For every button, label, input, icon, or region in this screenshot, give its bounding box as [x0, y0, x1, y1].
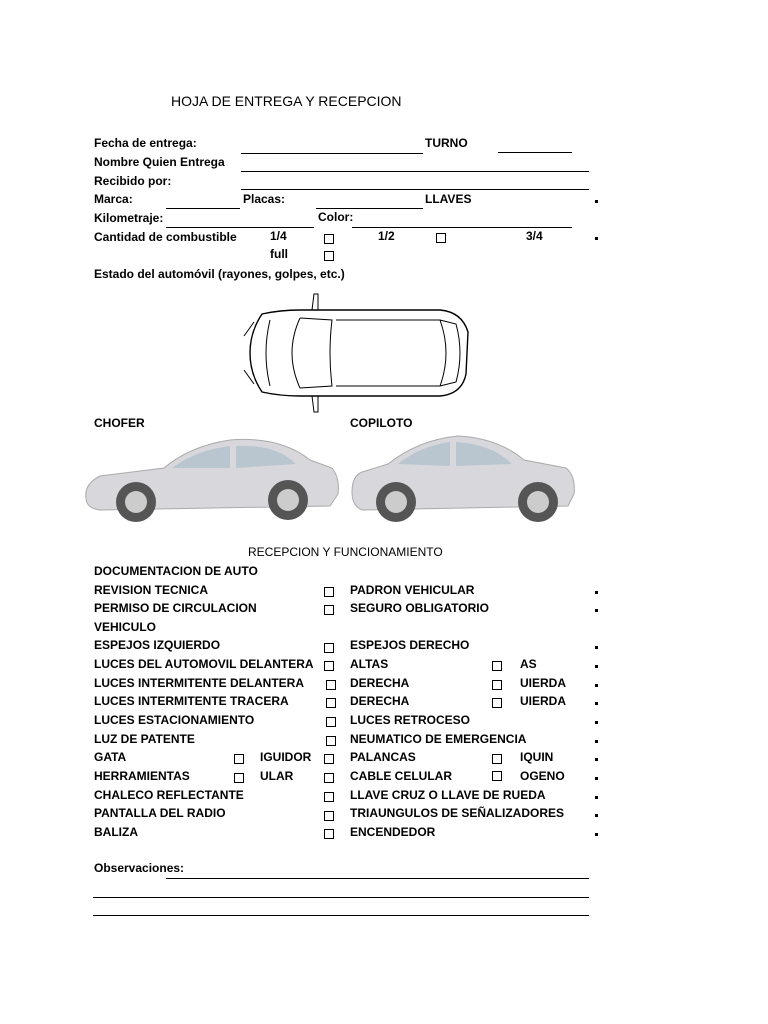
fuel-34-label: 3/4: [526, 229, 543, 243]
recibido-label: Recibido por:: [94, 174, 172, 188]
checkbox[interactable]: [326, 698, 336, 708]
car-driver-side-icon: [80, 428, 342, 528]
nombre-label: Nombre Quien Entrega: [94, 155, 225, 169]
row-mid-label: ULAR: [260, 769, 294, 783]
checkbox[interactable]: [324, 643, 334, 653]
row-right-label: DERECHA: [350, 676, 410, 690]
bullet: [595, 684, 598, 687]
checkbox[interactable]: [326, 736, 336, 746]
estado-label: Estado del automóvil (rayones, golpes, etc.): [94, 267, 345, 281]
color-label: Color:: [318, 210, 354, 224]
bullet: [595, 721, 598, 724]
checkbox[interactable]: [324, 587, 334, 597]
bullet: [595, 833, 598, 836]
row-right-label: TRIAUNGULOS DE SEÑALIZADORES: [350, 806, 565, 820]
row-far-label: OGENO: [520, 769, 565, 783]
fecha-label: Fecha de entrega:: [94, 136, 197, 150]
row-left-label: CHALECO REFLECTANTE: [94, 788, 244, 802]
row-left-label: PERMISO DE CIRCULACION: [94, 601, 257, 615]
checkbox[interactable]: [492, 754, 502, 764]
km-field[interactable]: [166, 227, 314, 228]
bullet: [595, 777, 598, 780]
checkbox[interactable]: [326, 680, 336, 690]
veh-header: VEHICULO: [94, 620, 157, 634]
row-left-label: ESPEJOS IZQUIERDO: [94, 638, 221, 652]
checkbox[interactable]: [492, 698, 502, 708]
recibido-field[interactable]: [241, 189, 589, 190]
observaciones-label: Observaciones:: [94, 861, 185, 875]
checkbox[interactable]: [492, 680, 502, 690]
row-left-label: GATA: [94, 750, 127, 764]
row-far-label: UIERDA: [520, 694, 567, 708]
checkbox[interactable]: [234, 773, 244, 783]
section-title: RECEPCION Y FUNCIONAMIENTO: [248, 545, 443, 559]
fuel-12-checkbox[interactable]: [436, 233, 446, 243]
color-field[interactable]: [352, 227, 572, 228]
bullet: [595, 665, 598, 668]
observaciones-line[interactable]: [93, 915, 589, 916]
bullet: [595, 237, 598, 240]
row-left-label: LUCES ESTACIONAMIENTO: [94, 713, 255, 727]
row-left-label: BALIZA: [94, 825, 138, 839]
row-right-label: LUCES RETROCESO: [350, 713, 471, 727]
turno-field[interactable]: [498, 152, 572, 153]
bullet: [595, 702, 598, 705]
checkbox[interactable]: [324, 811, 334, 821]
page-title: HOJA DE ENTREGA Y RECEPCION: [171, 93, 402, 109]
fuel-14-label: 1/4: [270, 229, 287, 243]
row-left-label: HERRAMIENTAS: [94, 769, 190, 783]
marca-field[interactable]: [166, 208, 240, 209]
fuel-12-label: 1/2: [378, 229, 395, 243]
bullet: [595, 796, 598, 799]
row-far-label: AS: [520, 657, 537, 671]
bullet: [595, 200, 598, 203]
combustible-label: Cantidad de combustible: [94, 230, 237, 244]
fuel-14-checkbox[interactable]: [324, 234, 334, 244]
fuel-full-label: full: [270, 247, 288, 261]
row-left-label: LUCES DEL AUTOMOVIL DELANTERA: [94, 657, 314, 671]
doc-header: DOCUMENTACION DE AUTO: [94, 564, 258, 578]
bullet: [595, 591, 598, 594]
row-right-label: PALANCAS: [350, 750, 416, 764]
row-far-label: IQUIN: [520, 750, 554, 764]
km-label: Kilometraje:: [94, 211, 164, 225]
checkbox[interactable]: [326, 717, 336, 727]
checkbox[interactable]: [324, 754, 334, 764]
checkbox[interactable]: [324, 829, 334, 839]
row-right-label: PADRON VEHICULAR: [350, 583, 475, 597]
bullet: [595, 646, 598, 649]
bullet: [595, 814, 598, 817]
row-right-label: LLAVE CRUZ O LLAVE DE RUEDA: [350, 788, 546, 802]
bullet: [595, 740, 598, 743]
copiloto-label: COPILOTO: [350, 416, 413, 430]
turno-label: TURNO: [425, 136, 468, 150]
observaciones-line[interactable]: [93, 897, 589, 898]
row-left-label: PANTALLA DEL RADIO: [94, 806, 226, 820]
row-left-label: LUCES INTERMITENTE TRACERA: [94, 694, 289, 708]
row-right-label: ENCENDEDOR: [350, 825, 436, 839]
row-right-label: CABLE CELULAR: [350, 769, 452, 783]
checkbox[interactable]: [324, 661, 334, 671]
row-left-label: LUCES INTERMITENTE DELANTERA: [94, 676, 304, 690]
row-right-label: DERECHA: [350, 694, 410, 708]
observaciones-line[interactable]: [166, 878, 589, 879]
row-far-label: UIERDA: [520, 676, 567, 690]
row-right-label: SEGURO OBLIGATORIO: [350, 601, 489, 615]
marca-label: Marca:: [94, 192, 133, 206]
row-left-label: REVISION TECNICA: [94, 583, 209, 597]
fecha-field[interactable]: [241, 153, 423, 154]
checkbox[interactable]: [324, 605, 334, 615]
car-top-view-icon: [240, 292, 470, 414]
row-mid-label: IGUIDOR: [260, 750, 312, 764]
placas-label: Placas:: [243, 192, 286, 206]
nombre-field[interactable]: [241, 171, 589, 172]
chofer-label: CHOFER: [94, 416, 145, 430]
row-left-label: LUZ DE PATENTE: [94, 732, 195, 746]
car-passenger-side-icon: [348, 428, 580, 528]
checkbox[interactable]: [324, 773, 334, 783]
placas-field[interactable]: [316, 208, 423, 209]
llaves-label: LLAVES: [425, 192, 472, 206]
bullet: [595, 758, 598, 761]
row-right-label: ESPEJOS DERECHO: [350, 638, 470, 652]
bullet: [595, 609, 598, 612]
checkbox[interactable]: [234, 754, 244, 764]
row-right-label: ALTAS: [350, 657, 389, 671]
checkbox[interactable]: [324, 792, 334, 802]
fuel-full-checkbox[interactable]: [324, 251, 334, 261]
checkbox[interactable]: [492, 661, 502, 671]
checkbox[interactable]: [492, 771, 502, 781]
row-right-label: NEUMATICO DE EMERGENCIA: [350, 732, 527, 746]
